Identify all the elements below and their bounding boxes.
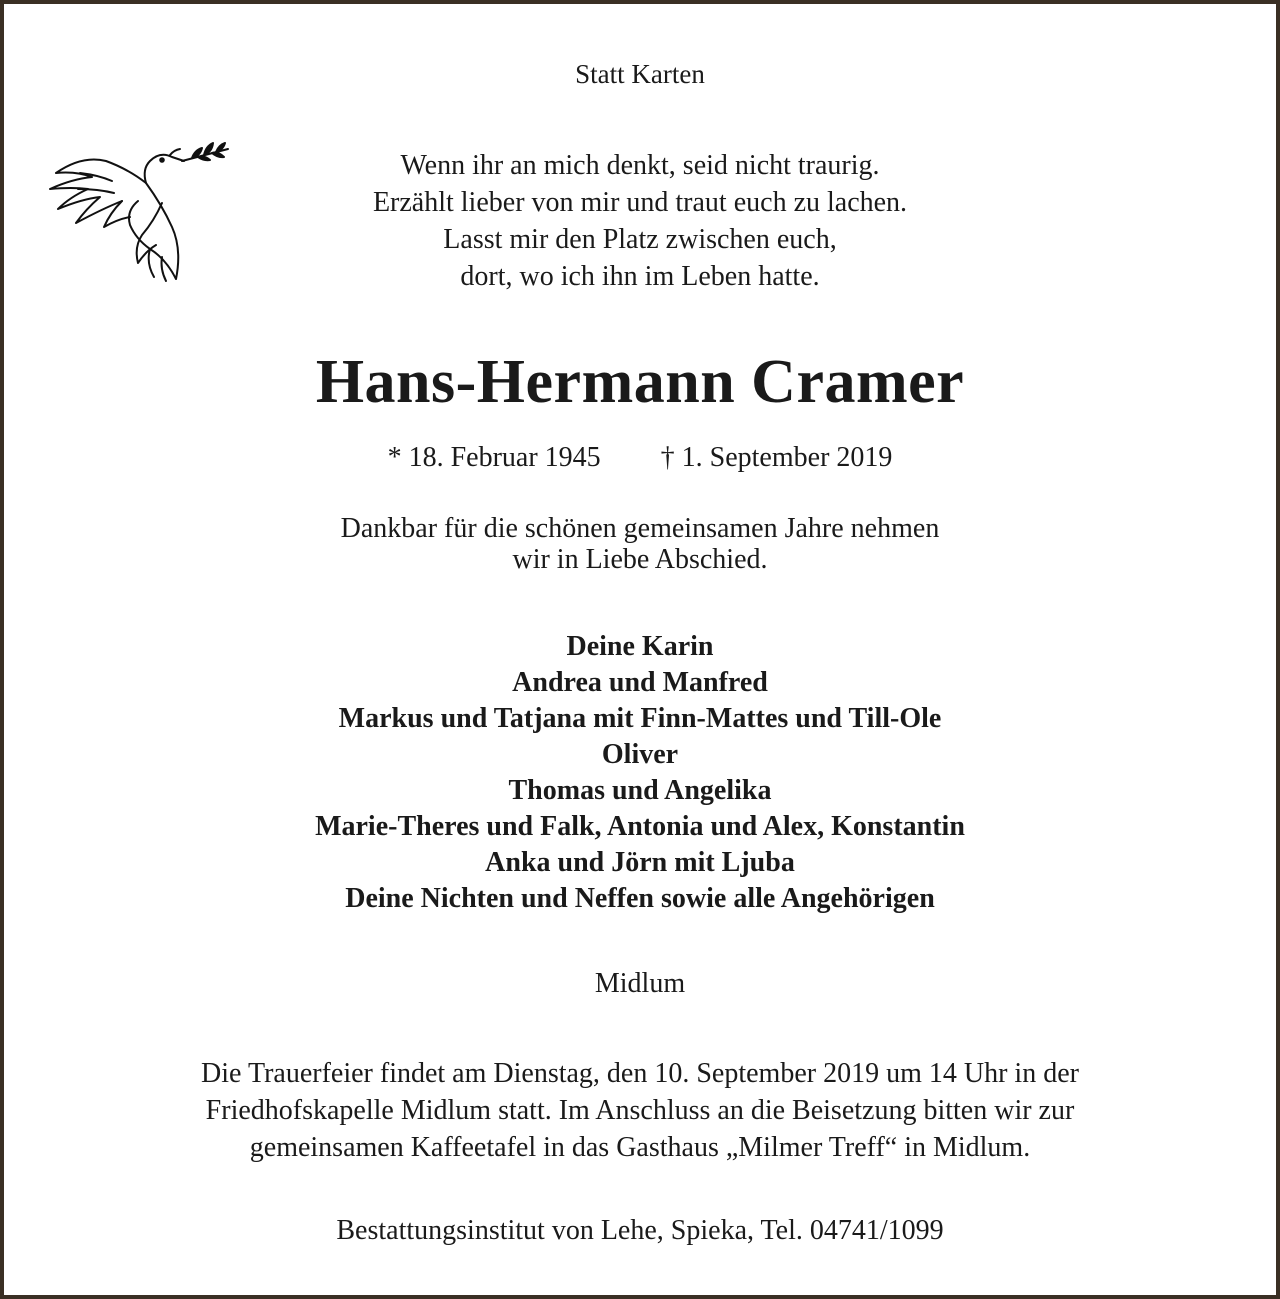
thanks-line: Dankbar für die schönen gemeinsamen Jahre nehmen bbox=[340, 513, 940, 544]
mourner-line: Oliver bbox=[601, 739, 679, 770]
poem-line: Erzählt lieber von mir und traut euch zu lachen. bbox=[372, 187, 908, 218]
service-info bbox=[4, 1055, 1276, 1166]
mourner-line: Deine Nichten und Neffen sowie alle Angehörigen bbox=[345, 883, 935, 914]
thanks-line: wir in Liebe Abschied. bbox=[512, 544, 768, 575]
birth-date: * 18. Februar 1945 bbox=[387, 442, 601, 473]
place-name: Midlum bbox=[594, 968, 686, 999]
mourner-line: Markus und Tatjana mit Finn-Mattes und Till-Ole bbox=[338, 703, 942, 734]
poem bbox=[4, 147, 1276, 295]
death-date: † 1. September 2019 bbox=[660, 442, 893, 473]
service-line: Friedhofskapelle Midlum statt. Im Anschluss an die Beisetzung bitten wir zur bbox=[205, 1095, 1075, 1126]
poem-line: dort, wo ich ihn im Leben hatte. bbox=[460, 261, 820, 292]
deceased-name: Hans-Hermann Cramer bbox=[315, 348, 965, 416]
mourner-line: Deine Karin bbox=[566, 631, 714, 662]
poem-line: Lasst mir den Platz zwischen euch, bbox=[443, 224, 837, 255]
mourner-line: Thomas und Angelika bbox=[508, 775, 772, 806]
header-statt-karten: Statt Karten bbox=[575, 59, 705, 89]
mourners-list bbox=[4, 629, 1276, 917]
mourner-line: Anka und Jörn mit Ljuba bbox=[485, 847, 795, 878]
thanks-text bbox=[4, 513, 1276, 575]
life-dates bbox=[4, 442, 1276, 474]
poem-line: Wenn ihr an mich denkt, seid nicht traurig. bbox=[400, 150, 880, 181]
service-line: Die Trauerfeier findet am Dienstag, den 10. September 2019 um 14 Uhr in der bbox=[201, 1058, 1079, 1089]
undertaker-info: Bestattungsinstitut von Lehe, Spieka, Tel. 04741/1099 bbox=[336, 1215, 944, 1246]
mourner-line: Marie-Theres und Falk, Antonia und Alex, Konstantin bbox=[315, 811, 965, 842]
service-line: gemeinsamen Kaffeetafel in das Gasthaus „Milmer Treff“ in Midlum. bbox=[249, 1132, 1031, 1163]
mourner-line: Andrea und Manfred bbox=[512, 667, 768, 698]
